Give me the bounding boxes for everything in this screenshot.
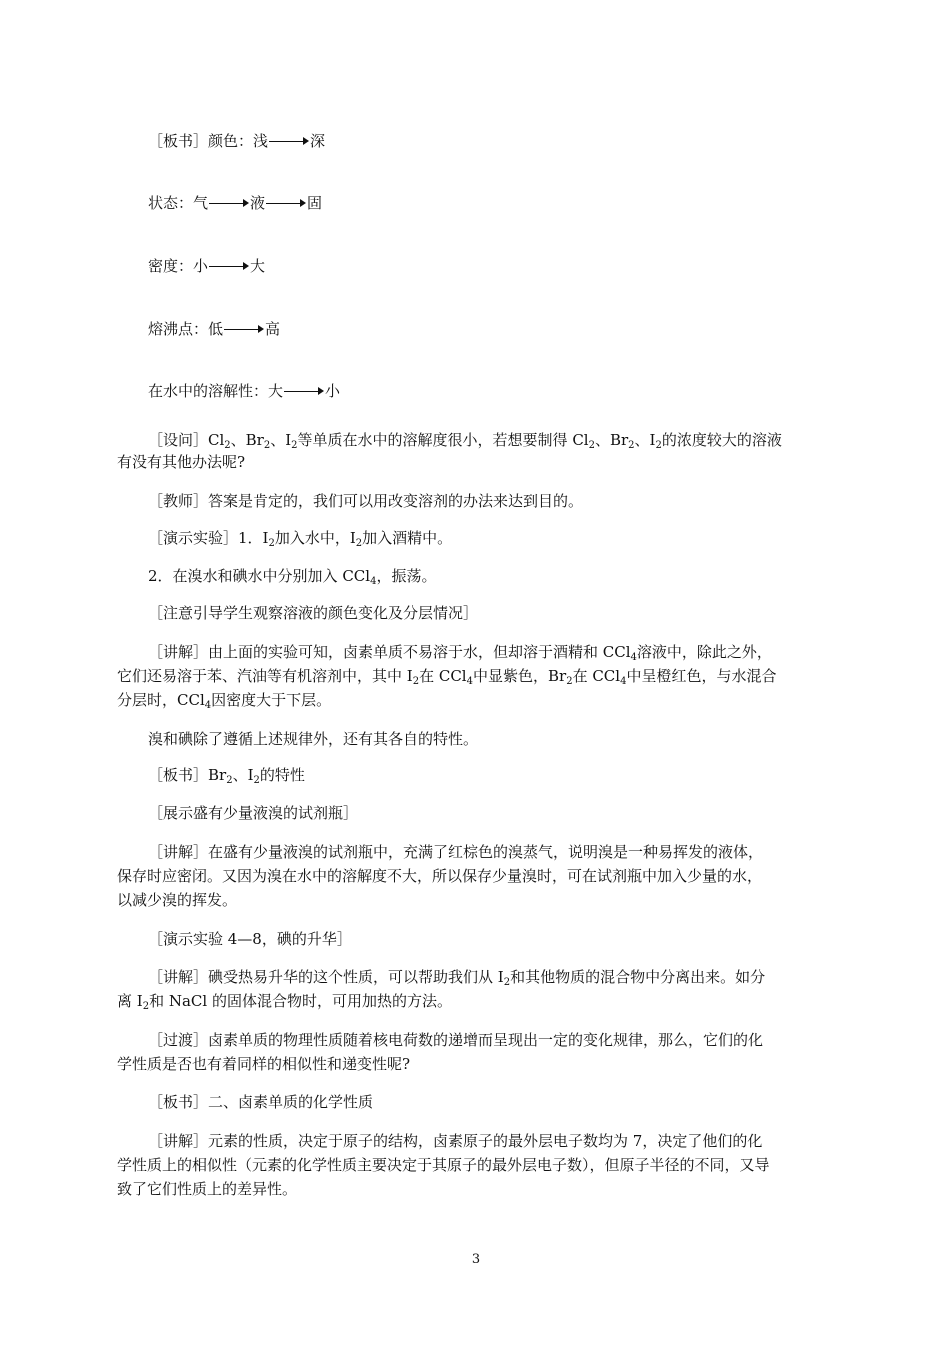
- teacher-line: ［教师］答案是肯定的，我们可以用改变溶剂的办法来达到目的。: [148, 492, 584, 510]
- lecture-2-line-3: 以减少溴的挥发。: [117, 891, 238, 909]
- question-line-2: 有没有其他办法呢?: [117, 453, 246, 471]
- note-line: ［注意引导学生观察溶液的颜色变化及分层情况］: [148, 604, 479, 622]
- transition-line-2: 学性质是否也有着同样的相似性和递变性呢?: [117, 1055, 411, 1073]
- right-arrow-icon: [224, 324, 264, 336]
- lecture-2-line-1: ［讲解］在盛有少量液溴的试剂瓶中，充满了红棕色的溴蒸气，说明溴是一种易挥发的液体，: [148, 843, 764, 861]
- question-line-1: ［设问$]Cl_2$、$Br_2$、$I_2$等单质在水中的溶解度很小，若想要制得 $Cl_2$、$Br_2$、$I_2$的浓度较大的溶液: [148, 431, 782, 451]
- demo-line-1: ［演示实验］1．$I_2$加入水中，$I_2$加入酒精中。: [148, 529, 453, 549]
- state-line: 状态：气 液 固: [148, 194, 323, 212]
- demo-line-2: 2．在溴水和碘水中分别加入 CCl$_4$，振荡。: [148, 567, 437, 587]
- demo-line-3: ［演示实验 4—8，碘的升华］: [148, 930, 352, 948]
- lecture-3-line-2: 离 $I_2$和 NaCl 的固体混合物时，可用加热的方法。: [117, 992, 452, 1012]
- lecture-4-line-1: ［讲解］元素的性质，决定于原子的结构，卤素原子的最外层电子数均为 7，决定了他们的化: [148, 1132, 763, 1150]
- right-arrow-icon: [266, 198, 306, 210]
- board-line-2: ［板书$]Br_2$、$I_2$的特性: [148, 766, 305, 786]
- lecture-1-line-2: 它们还易溶于苯、汽油等有机溶剂中，其中 $I_2$在 CCl$_4$中显紫色，$Br_2$在 CCl$_4$中呈橙红色，与水混合: [117, 667, 777, 687]
- density-line: 密度：小 大: [148, 257, 266, 275]
- right-arrow-icon: [209, 198, 249, 210]
- board-color-line: ［板书］颜色：浅 深: [148, 132, 326, 150]
- solubility-line: 在水中的溶解性：大 小: [148, 382, 341, 400]
- transition-line-1: ［过渡］卤素单质的物理性质随着核电荷数的递增而呈现出一定的变化规律，那么，它们的化: [148, 1031, 764, 1049]
- page-number: 3: [471, 1252, 481, 1267]
- special-properties-line: 溴和碘除了遵循上述规律外，还有其各自的特性。: [148, 730, 479, 748]
- lecture-2-line-2: 保存时应密闭。又因为溴在水中的溶解度不大，所以保存少量溴时，可在试剂瓶中加入少量的水，: [117, 867, 763, 885]
- lecture-3-line-1: ［讲解］碘受热易升华的这个性质，可以帮助我们从 $I_2$和其他物质的混合物中分离出来。如分: [148, 968, 766, 988]
- right-arrow-icon: [269, 136, 309, 148]
- lecture-4-line-2: 学性质上的相似性（元素的化学性质主要决定于其原子的最外层电子数），但原子半径的不同，又导: [117, 1156, 770, 1174]
- right-arrow-icon: [284, 386, 324, 398]
- show-line: ［展示盛有少量液溴的试剂瓶］: [148, 804, 359, 822]
- boiling-point-line: 熔沸点：低 高: [148, 320, 281, 338]
- lecture-1-line-1: ［讲解］由上面的实验可知，卤素单质不易溶于水，但却溶于酒精和 CCl$_4$溶液中，除此之外，: [148, 643, 772, 663]
- board-line-3: ［板书］二、卤素单质的化学性质: [148, 1093, 374, 1111]
- lecture-4-line-3: 致了它们性质上的差异性。: [117, 1180, 298, 1198]
- lecture-1-line-3: 分层时，CCl$_4$因密度大于下层。: [117, 691, 332, 711]
- right-arrow-icon: [209, 261, 249, 273]
